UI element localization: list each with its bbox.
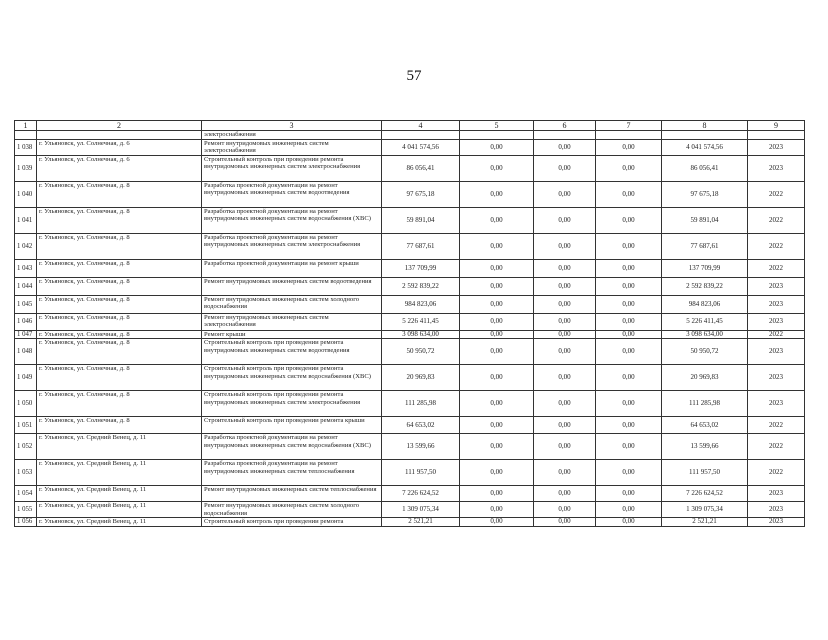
address-cell: г. Ульяновск, ул. Солнечная, д. 8 [37, 207, 202, 233]
col-header: 7 [596, 121, 662, 131]
col-header: 8 [662, 121, 748, 131]
row-number: 1 042 [15, 233, 37, 259]
col5-cell: 0,00 [460, 339, 534, 365]
work-type-cell: Разработка проектной документации на ремонт крыши [202, 259, 382, 277]
work-type-cell: Строительный контроль при проведении ремонта внутридомовых инженерных систем электроснабжения [202, 391, 382, 417]
row-number: 1 043 [15, 259, 37, 277]
col8-cell: 64 653,02 [662, 417, 748, 434]
page-number: 57 [406, 68, 422, 84]
row-number: 1 044 [15, 277, 37, 295]
col6-cell: 0,00 [534, 207, 596, 233]
work-type-cell: Разработка проектной документации на ремонт внутридомовых инженерных систем водоснабжения (ХВС) [202, 434, 382, 460]
table-row [15, 460, 805, 486]
col5-cell: 0,00 [460, 233, 534, 259]
address-cell: г. Ульяновск, ул. Солнечная, д. 8 [37, 259, 202, 277]
col7-cell: 0,00 [596, 181, 662, 207]
col5-cell: 0,00 [460, 181, 534, 207]
total-cost-cell: 137 709,99 [382, 259, 460, 277]
col8-cell: 984 823,06 [662, 295, 748, 313]
total-cost-cell: 5 226 411,45 [382, 313, 460, 330]
table-row [15, 259, 805, 277]
header-row [15, 121, 805, 131]
col7-cell: 0,00 [596, 339, 662, 365]
col6-cell: 0,00 [534, 365, 596, 391]
work-type-cell: Ремонт внутридомовых инженерных систем холодного водоснабжения [202, 502, 382, 518]
row-number: 1 047 [15, 330, 37, 338]
work-type-cell: Ремонт внутридомовых инженерных систем теплоснабжения [202, 486, 382, 502]
address-cell: г. Ульяновск, ул. Солнечная, д. 8 [37, 295, 202, 313]
col6-cell: 0,00 [534, 181, 596, 207]
total-cost-cell: 77 687,61 [382, 233, 460, 259]
year-cell: 2023 [748, 277, 805, 295]
col7-cell: 0,00 [596, 233, 662, 259]
row-number: 1 039 [15, 155, 37, 181]
col6-cell: 0,00 [534, 330, 596, 338]
work-type-cell: Разработка проектной документации на ремонт внутридомовых инженерных систем водоснабжения (ХВС) [202, 207, 382, 233]
row-number: 1 056 [15, 518, 37, 526]
total-cost-cell: 64 653,02 [382, 417, 460, 434]
col6-cell: 0,00 [534, 140, 596, 156]
table-row [15, 207, 805, 233]
col-header: 3 [202, 121, 382, 131]
col8-cell: 111 957,50 [662, 460, 748, 486]
address-cell: г. Ульяновск, ул. Солнечная, д. 8 [37, 330, 202, 338]
col6-cell: 0,00 [534, 486, 596, 502]
col5-cell: 0,00 [460, 313, 534, 330]
col6-cell: 0,00 [534, 259, 596, 277]
col7-cell: 0,00 [596, 502, 662, 518]
col5-cell: 0,00 [460, 518, 534, 526]
table-row [15, 502, 805, 518]
continuation-row [15, 131, 805, 140]
col5-cell: 0,00 [460, 417, 534, 434]
year-cell: 2023 [748, 140, 805, 156]
address-cell: г. Ульяновск, ул. Солнечная, д. 8 [37, 233, 202, 259]
year-cell: 2022 [748, 207, 805, 233]
table-row [15, 295, 805, 313]
year-cell: 2023 [748, 502, 805, 518]
table-row [15, 391, 805, 417]
row-number: 1 038 [15, 140, 37, 156]
col7-cell: 0,00 [596, 417, 662, 434]
year-cell: 2023 [748, 339, 805, 365]
col6-cell: 0,00 [534, 434, 596, 460]
col8-cell: 3 098 634,00 [662, 330, 748, 338]
row-number: 1 055 [15, 502, 37, 518]
col-header: 9 [748, 121, 805, 131]
address-cell: г. Ульяновск, ул. Солнечная, д. 6 [37, 140, 202, 156]
row-number: 1 050 [15, 391, 37, 417]
work-type-cell: Ремонт внутридомовых инженерных систем водоотведения [202, 277, 382, 295]
table-row [15, 339, 805, 365]
col8-cell: 137 709,99 [662, 259, 748, 277]
row-number: 1 048 [15, 339, 37, 365]
year-cell: 2022 [748, 330, 805, 338]
table-row [15, 233, 805, 259]
address-cell: г. Ульяновск, ул. Солнечная, д. 8 [37, 391, 202, 417]
table-row [15, 434, 805, 460]
col5-cell: 0,00 [460, 295, 534, 313]
address-cell: г. Ульяновск, ул. Солнечная, д. 8 [37, 277, 202, 295]
col-header: 4 [382, 121, 460, 131]
col5-cell: 0,00 [460, 207, 534, 233]
col8-cell: 2 521,21 [662, 518, 748, 526]
row-number: 1 052 [15, 434, 37, 460]
total-cost-cell: 97 675,18 [382, 181, 460, 207]
address-cell: г. Ульяновск, ул. Средний Венец, д. 11 [37, 518, 202, 526]
address-cell: г. Ульяновск, ул. Солнечная, д. 8 [37, 417, 202, 434]
col5-cell: 0,00 [460, 460, 534, 486]
col7-cell: 0,00 [596, 486, 662, 502]
col5-cell: 0,00 [460, 502, 534, 518]
col7-cell: 0,00 [596, 518, 662, 526]
work-type-cell: Разработка проектной документации на ремонт внутридомовых инженерных систем теплоснабжения [202, 460, 382, 486]
address-cell: г. Ульяновск, ул. Солнечная, д. 8 [37, 181, 202, 207]
year-cell: 2023 [748, 155, 805, 181]
col6-cell: 0,00 [534, 155, 596, 181]
table-row [15, 365, 805, 391]
work-type-cell: Разработка проектной документации на ремонт внутридомовых инженерных систем электроснабжения [202, 233, 382, 259]
table-row [15, 330, 805, 338]
work-type-cell: Строительный контроль при проведении ремонта крыши [202, 417, 382, 434]
work-type-cell: Ремонт внутридомовых инженерных систем электроснабжения [202, 140, 382, 156]
col7-cell: 0,00 [596, 330, 662, 338]
total-cost-cell: 59 891,04 [382, 207, 460, 233]
col6-cell: 0,00 [534, 277, 596, 295]
table-row [15, 277, 805, 295]
col7-cell: 0,00 [596, 391, 662, 417]
col5-cell: 0,00 [460, 434, 534, 460]
address-cell: г. Ульяновск, ул. Средний Венец, д. 11 [37, 486, 202, 502]
total-cost-cell: 7 226 624,52 [382, 486, 460, 502]
col5-cell: 0,00 [460, 140, 534, 156]
total-cost-cell: 111 285,98 [382, 391, 460, 417]
table-row [15, 313, 805, 330]
year-cell: 2022 [748, 434, 805, 460]
total-cost-cell: 3 098 634,00 [382, 330, 460, 338]
col7-cell: 0,00 [596, 277, 662, 295]
table-row [15, 518, 805, 526]
address-cell: г. Ульяновск, ул. Солнечная, д. 8 [37, 313, 202, 330]
col5-cell: 0,00 [460, 330, 534, 338]
work-type-cell: Разработка проектной документации на ремонт внутридомовых инженерных систем водоотведения [202, 181, 382, 207]
year-cell: 2023 [748, 365, 805, 391]
year-cell: 2022 [748, 259, 805, 277]
total-cost-cell: 984 823,06 [382, 295, 460, 313]
total-cost-cell: 86 056,41 [382, 155, 460, 181]
col8-cell: 13 599,66 [662, 434, 748, 460]
year-cell: 2023 [748, 391, 805, 417]
total-cost-cell: 2 521,21 [382, 518, 460, 526]
row-number: 1 045 [15, 295, 37, 313]
col7-cell: 0,00 [596, 365, 662, 391]
col6-cell: 0,00 [534, 339, 596, 365]
col-header: 6 [534, 121, 596, 131]
col7-cell: 0,00 [596, 259, 662, 277]
row-number: 1 054 [15, 486, 37, 502]
work-type-cell: Ремонт внутридомовых инженерных систем электроснабжения [202, 313, 382, 330]
col5-cell: 0,00 [460, 365, 534, 391]
work-type-cell: Ремонт внутридомовых инженерных систем холодного водоснабжения [202, 295, 382, 313]
address-cell: г. Ульяновск, ул. Средний Венец, д. 11 [37, 502, 202, 518]
col7-cell: 0,00 [596, 295, 662, 313]
col-header: 5 [460, 121, 534, 131]
table-row [15, 486, 805, 502]
col5-cell: 0,00 [460, 391, 534, 417]
address-cell: г. Ульяновск, ул. Средний Венец, д. 11 [37, 434, 202, 460]
row-number: 1 041 [15, 207, 37, 233]
total-cost-cell: 2 592 839,22 [382, 277, 460, 295]
col7-cell: 0,00 [596, 313, 662, 330]
address-cell: г. Ульяновск, ул. Солнечная, д. 6 [37, 155, 202, 181]
row-number: 1 049 [15, 365, 37, 391]
year-cell: 2022 [748, 417, 805, 434]
col6-cell: 0,00 [534, 313, 596, 330]
col5-cell: 0,00 [460, 259, 534, 277]
col6-cell: 0,00 [534, 518, 596, 526]
col7-cell: 0,00 [596, 207, 662, 233]
year-cell: 2023 [748, 295, 805, 313]
col6-cell: 0,00 [534, 502, 596, 518]
col8-cell: 111 285,98 [662, 391, 748, 417]
col5-cell: 0,00 [460, 155, 534, 181]
work-type-cell: Строительный контроль при проведении ремонта внутридомовых инженерных систем водоотведения [202, 339, 382, 365]
address-cell: г. Ульяновск, ул. Солнечная, д. 8 [37, 339, 202, 365]
col8-cell: 7 226 624,52 [662, 486, 748, 502]
year-cell: 2022 [748, 233, 805, 259]
col8-cell: 2 592 839,22 [662, 277, 748, 295]
col7-cell: 0,00 [596, 460, 662, 486]
year-cell: 2022 [748, 181, 805, 207]
work-type-cell: Строительный контроль при проведении ремонта [202, 518, 382, 526]
col6-cell: 0,00 [534, 233, 596, 259]
table-row [15, 181, 805, 207]
total-cost-cell: 20 969,83 [382, 365, 460, 391]
total-cost-cell: 50 950,72 [382, 339, 460, 365]
year-cell: 2023 [748, 518, 805, 526]
year-cell: 2023 [748, 313, 805, 330]
row-number: 1 053 [15, 460, 37, 486]
row-number: 1 051 [15, 417, 37, 434]
total-cost-cell: 1 309 075,34 [382, 502, 460, 518]
col-header: 1 [15, 121, 37, 131]
table-row [15, 417, 805, 434]
total-cost-cell: 4 041 574,56 [382, 140, 460, 156]
row-number: 1 046 [15, 313, 37, 330]
year-cell: 2023 [748, 486, 805, 502]
col6-cell: 0,00 [534, 391, 596, 417]
col8-cell: 59 891,04 [662, 207, 748, 233]
work-type-cell: Ремонт крыши [202, 330, 382, 338]
work-type-cell: Строительный контроль при проведении ремонта внутридомовых инженерных систем электроснабжения [202, 155, 382, 181]
row-number: 1 040 [15, 181, 37, 207]
col8-cell: 4 041 574,56 [662, 140, 748, 156]
col8-cell: 1 309 075,34 [662, 502, 748, 518]
work-type-cell: Строительный контроль при проведении ремонта внутридомовых инженерных систем водоснабжения (ХВС) [202, 365, 382, 391]
total-cost-cell: 13 599,66 [382, 434, 460, 460]
col8-cell: 5 226 411,45 [662, 313, 748, 330]
col6-cell: 0,00 [534, 417, 596, 434]
col7-cell: 0,00 [596, 434, 662, 460]
address-cell: г. Ульяновск, ул. Средний Венец, д. 11 [37, 460, 202, 486]
total-cost-cell: 111 957,50 [382, 460, 460, 486]
continuation-text: электроснабжения [202, 131, 382, 140]
year-cell: 2022 [748, 460, 805, 486]
col8-cell: 20 969,83 [662, 365, 748, 391]
repair-table [14, 120, 805, 527]
col8-cell: 50 950,72 [662, 339, 748, 365]
col7-cell: 0,00 [596, 155, 662, 181]
col-header: 2 [37, 121, 202, 131]
col8-cell: 86 056,41 [662, 155, 748, 181]
col6-cell: 0,00 [534, 460, 596, 486]
table-row [15, 140, 805, 156]
col7-cell: 0,00 [596, 140, 662, 156]
table-row [15, 155, 805, 181]
address-cell: г. Ульяновск, ул. Солнечная, д. 8 [37, 365, 202, 391]
col8-cell: 77 687,61 [662, 233, 748, 259]
col5-cell: 0,00 [460, 486, 534, 502]
col8-cell: 97 675,18 [662, 181, 748, 207]
col6-cell: 0,00 [534, 295, 596, 313]
col5-cell: 0,00 [460, 277, 534, 295]
